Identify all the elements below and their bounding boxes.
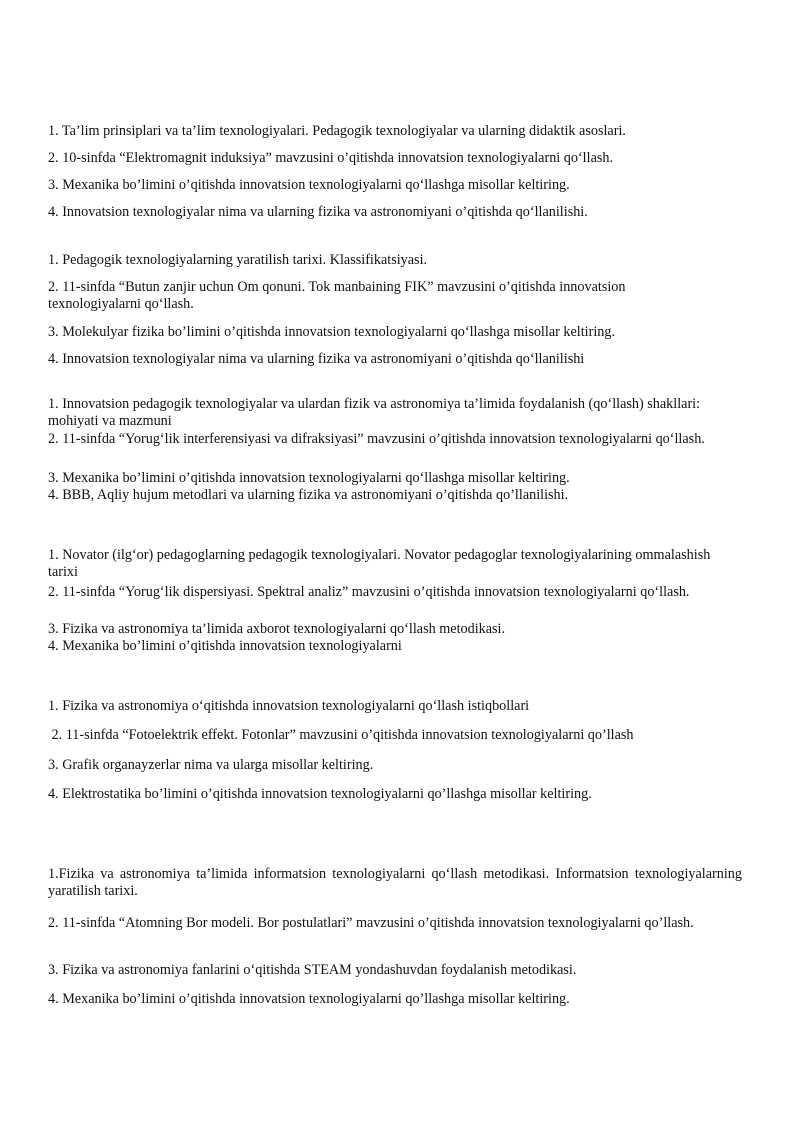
question-3-4: 4. BBB, Aqliy hujum metodlari va ularning fizika va astronomiyani o’qitishda qo’llanilishi. xyxy=(48,487,569,503)
question-1-2: 2. 10-sinfda “Elektromagnit induksiya” mavzusini o’qitishda innovatsion texnologiyalarni qo‘llash. xyxy=(48,150,614,166)
question-4-1: 1. Novator (ilg‘or) pedagoglarning pedagogik texnologiyalari. Novator pedagoglar texnologiyalarining ommalashish tarixi xyxy=(48,547,711,580)
question-6-3: 3. Fizika va astronomiya fanlarini o‘qitishda STEAM yondashuvdan foydalanish metodikasi. xyxy=(48,962,577,978)
document-page xyxy=(48,0,742,1131)
question-5-2: 2. 11-sinfda “Fotoelektrik effekt. Fotonlar” mavzusini o’qitishda innovatsion texnologiyalarni qo’llash xyxy=(48,727,634,743)
question-4-4: 4. Mexanika bo’limini o’qitishda innovatsion texnologiyalarni xyxy=(48,638,402,654)
question-1-3: 3. Mexanika bo’limini o’qitishda innovatsion texnologiyalarni qo‘llashga misollar keltiring. xyxy=(48,177,570,193)
question-1-4: 4. Innovatsion texnologiyalar nima va ularning fizika va astronomiyani o’qitishda qo‘llanilishi. xyxy=(48,204,588,220)
question-5-3: 3. Grafik organayzerlar nima va ularga misollar keltiring. xyxy=(48,757,374,773)
question-2-4: 4. Innovatsion texnologiyalar nima va ularning fizika va astronomiyani o’qitishda qo‘llanilishi xyxy=(48,351,585,367)
question-6-2: 2. 11-sinfda “Atomning Bor modeli. Bor postulatlari” mavzusini o’qitishda innovatsion texnologiyalarni qo’llash. xyxy=(48,915,694,931)
question-2-2: 2. 11-sinfda “Butun zanjir uchun Om qonuni. Tok manbaining FIK” mavzusini o’qitishda innovatsion texnologiyalarni qo‘llash. xyxy=(48,279,626,312)
question-4-2: 2. 11-sinfda “Yorug‘lik dispersiyasi. Spektral analiz” mavzusini o’qitishda innovatsion texnologiyalarni qo‘llash. xyxy=(48,584,690,600)
question-1-1: 1. Ta’lim prinsiplari va ta’lim texnologiyalari. Pedagogik texnologiyalar va ularning didaktik asoslari. xyxy=(48,123,626,139)
question-3-2: 2. 11-sinfda “Yorug‘lik interferensiyasi va difraksiyasi” mavzusini o’qitishda innovatsion texnologiyalarni qo‘llash. xyxy=(48,431,705,447)
question-3-1: 1. Innovatsion pedagogik texnologiyalar va ulardan fizik va astronomiya ta’limida foydalanish (qo‘llash) shakllari: mohiyati va mazmuni xyxy=(48,396,701,429)
question-6-1: 1.Fizika va astronomiya ta’limida informatsion texnologiyalarni qo‘llash metodikasi. Informatsion texnologiyalarning yaratilish tarixi. xyxy=(48,866,742,899)
question-2-3: 3. Molekulyar fizika bo’limini o’qitishda innovatsion texnologiyalarni qo‘llashga misollar keltiring. xyxy=(48,324,616,340)
question-5-1: 1. Fizika va astronomiya o‘qitishda innovatsion texnologiyalarni qo‘llash istiqbollari xyxy=(48,698,530,714)
question-6-4: 4. Mexanika bo’limini o’qitishda innovatsion texnologiyalarni qo’llashga misollar keltiring. xyxy=(48,991,570,1007)
question-5-4: 4. Elektrostatika bo’limini o’qitishda innovatsion texnologiyalarni qo’llashga misollar keltiring. xyxy=(48,786,592,802)
question-2-1: 1. Pedagogik texnologiyalarning yaratilish tarixi. Klassifikatsiyasi. xyxy=(48,252,428,268)
question-3-3: 3. Mexanika bo’limini o’qitishda innovatsion texnologiyalarni qo‘llashga misollar keltiring. xyxy=(48,470,570,486)
question-4-3: 3. Fizika va astronomiya ta’limida axborot texnologiyalarni qo‘llash metodikasi. xyxy=(48,621,506,637)
